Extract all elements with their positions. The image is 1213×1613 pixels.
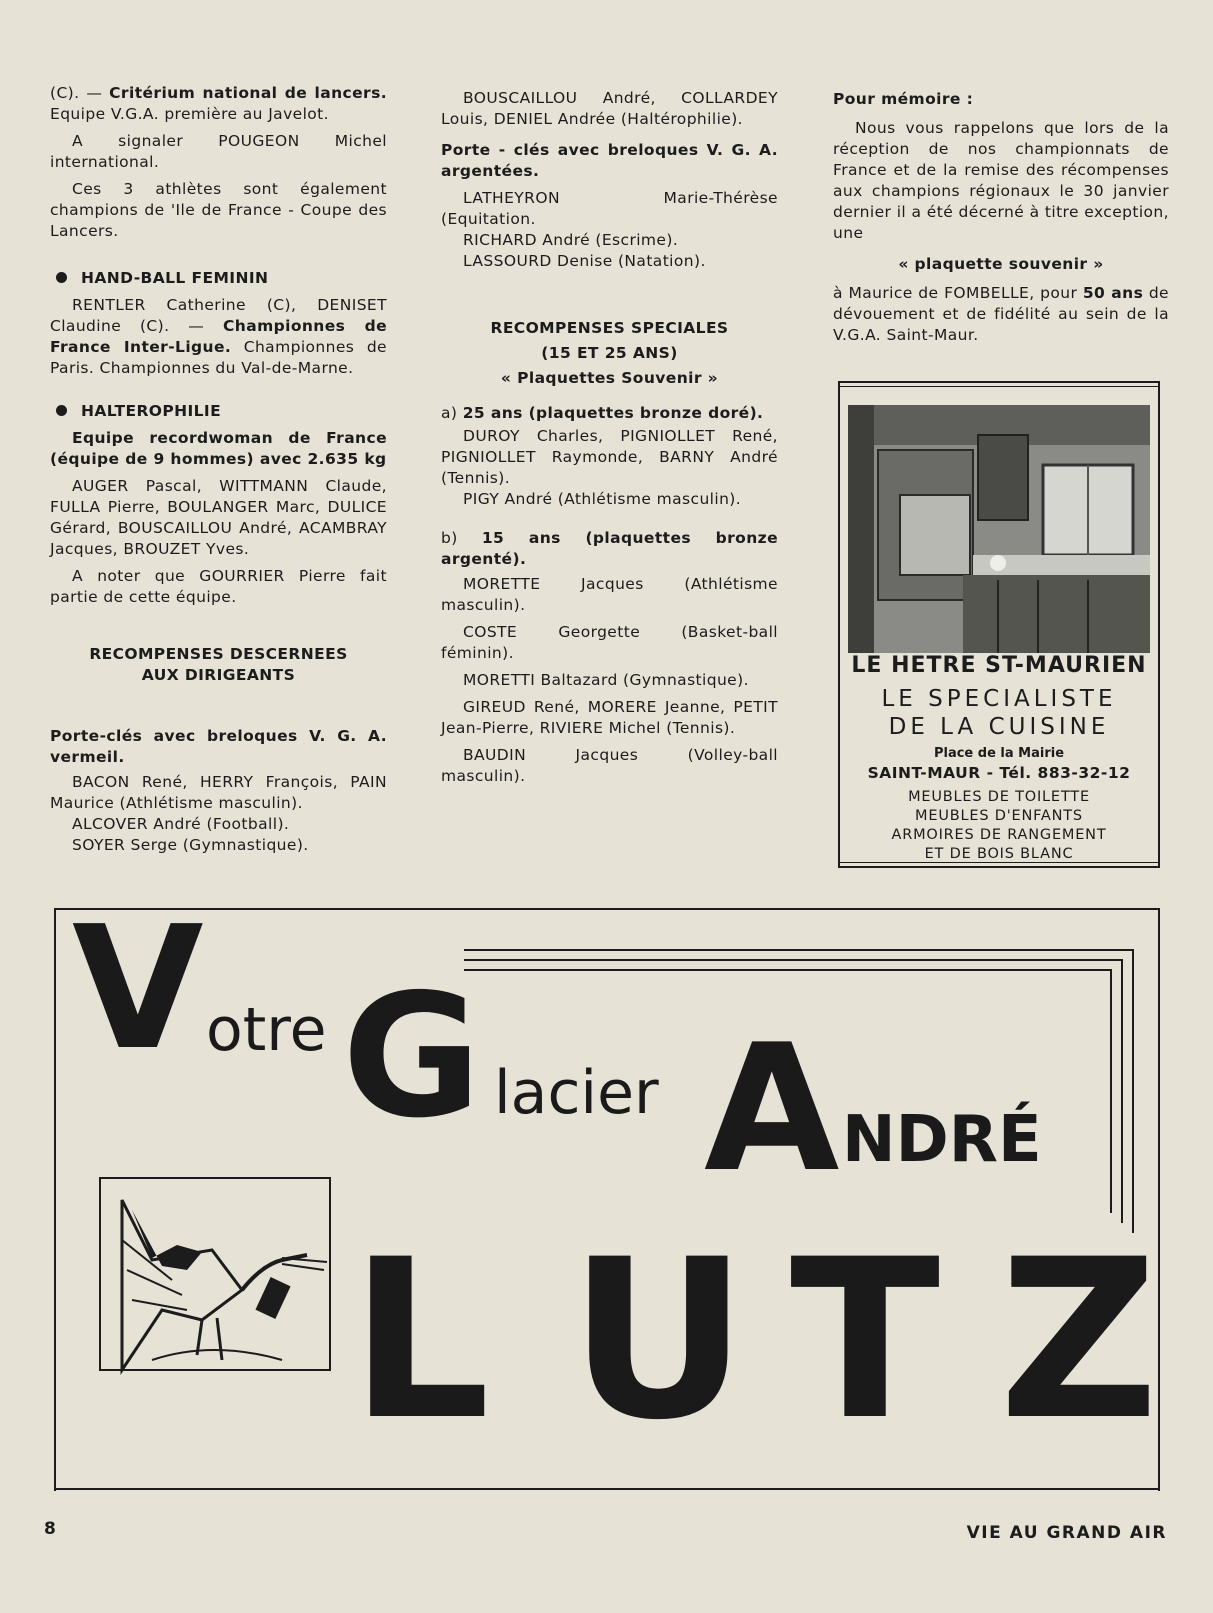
- ad-lacier: lacier: [494, 1058, 659, 1128]
- vermeil-heading: Porte-clés avec breloques V. G. A. vermeil.: [50, 727, 387, 766]
- lancers-paragraph: Ces 3 athlètes sont également champions de 'Ile de France - Coupe des Lancers.: [50, 180, 387, 240]
- column-1: [50, 83, 387, 856]
- ad-cuisine-line: DE LA CUISINE: [888, 714, 1110, 740]
- b-item-5: BAUDIN Jacques (Volley-ball masculin).: [441, 746, 778, 785]
- argent-heading: Porte - clés avec breloques V. G. A. argentées.: [441, 141, 778, 180]
- ad-meubles-4: ET DE BOIS BLANC: [924, 846, 1074, 862]
- handball-paragraph: RENTLER Catherine (C), DENISET Claudine (C). — Championnes de France Inter-Ligue. Championnes de Paris. Championnes du Val-de-Marne.: [50, 296, 387, 377]
- ad-hetre-st-maurien: [838, 381, 1160, 868]
- vermeil-item-2: ALCOVER André (Football).: [72, 815, 290, 833]
- column-2: [441, 88, 778, 793]
- ad-ndre: NDRÉ: [842, 1103, 1042, 1177]
- argent-item-3: LASSOURD Denise (Natation).: [463, 252, 706, 270]
- a-item-2: PIGY André (Athlétisme masculin).: [463, 490, 742, 508]
- ad-specialiste: LE SPECIALISTE: [881, 686, 1117, 712]
- bullet-icon: [56, 272, 67, 283]
- speciales-title-3: « Plaquettes Souvenir »: [500, 369, 719, 387]
- column-3: [833, 89, 1169, 352]
- page-number: 8: [44, 1519, 56, 1539]
- vermeil-item-1: BACON René, HERRY François, PAIN Maurice (Athlétisme masculin).: [50, 773, 387, 812]
- a-item-1: DUROY Charles, PIGNIOLLET René, PIGNIOLLET Raymonde, BARNY André (Tennis).: [441, 427, 778, 487]
- ad-phone: SAINT-MAUR - Tél. 883-32-12: [867, 764, 1131, 782]
- speciales-title-2: (15 ET 25 ANS): [541, 344, 678, 362]
- ad-lutz-t: T: [790, 1212, 941, 1468]
- ad-lutz-u: U: [569, 1212, 748, 1468]
- kitchen-photo: [848, 405, 1150, 653]
- handball-heading: HAND-BALL FEMININ: [50, 268, 387, 289]
- ad-g-letter: G: [342, 958, 482, 1156]
- b-item-3: MORETTI Baltazard (Gymnastique).: [463, 671, 749, 689]
- halterophilie-names: AUGER Pascal, WITTMANN Claude, FULLA Pierre, BOULANGER Marc, DULICE Gérard, BOUSCAILLOU André, ACAMBRAY Jacques, BROUZET Yves.: [50, 477, 387, 558]
- halterophilie-note: A noter que GOURRIER Pierre fait partie de cette équipe.: [50, 567, 387, 606]
- halterophilie-subheading: Equipe recordwoman de France (équipe de 9 hommes) avec 2.635 kg: [50, 429, 387, 468]
- b-heading: b) 15 ans (plaquettes bronze argenté).: [441, 529, 779, 568]
- memo-heading: Pour mémoire :: [833, 90, 974, 108]
- b-item-1: MORETTE Jacques (Athlétisme masculin).: [441, 575, 778, 614]
- plaquette-souvenir: « plaquette souvenir »: [898, 255, 1104, 273]
- ad-lutz-l: L: [350, 1212, 491, 1468]
- ad-a-letter: A: [704, 1008, 840, 1211]
- bullet-icon: [56, 405, 67, 416]
- dirigeants-title-1: RECOMPENSES DESCERNEES: [89, 645, 348, 663]
- ad-shop-name: LE HETRE ST-MAURIEN: [851, 653, 1147, 678]
- memo-paragraph: Nous vous rappelons que lors de la réception de nos championnats de France et de la remise des récompenses aux champions régionaux le 30 janvier dernier il a été décerné à titre exception, une: [833, 119, 1169, 242]
- argent-item-1: LATHEYRON Marie-Thérèse (Equitation.: [441, 189, 778, 228]
- fombelle-paragraph: à Maurice de FOMBELLE, pour 50 ans de dévouement et de fidélité au sein de la V.G.A. Saint-Maur.: [833, 284, 1169, 344]
- ad-meubles-3: ARMOIRES DE RANGEMENT: [891, 827, 1107, 843]
- dirigeants-title-2: AUX DIRIGEANTS: [141, 666, 296, 684]
- magazine-name: VIE AU GRAND AIR: [966, 1523, 1167, 1543]
- stork-icon: [92, 1170, 342, 1380]
- ad-meubles-1: MEUBLES DE TOILETTE: [908, 789, 1090, 805]
- ad-v-letter: V: [72, 890, 204, 1088]
- b-item-4: GIREUD René, MORERE Jeanne, PETIT Jean-Pierre, RIVIERE Michel (Tennis).: [441, 698, 778, 737]
- halterophilie-heading: HALTEROPHILIE: [50, 401, 387, 422]
- vermeil-item-3: SOYER Serge (Gymnastique).: [72, 836, 309, 854]
- ad-otre: otre: [206, 995, 327, 1065]
- criterium-paragraph: (C). — Critérium national de lancers. Equipe V.G.A. première au Javelot.: [50, 84, 388, 123]
- ad-meubles-2: MEUBLES D'ENFANTS: [915, 808, 1083, 824]
- speciales-title-1: RECOMPENSES SPECIALES: [490, 319, 729, 337]
- ad-glacier-andre-lutz: [54, 890, 1160, 1491]
- a-heading: a) 25 ans (plaquettes bronze doré).: [441, 404, 764, 422]
- ad-address: Place de la Mairie: [933, 746, 1065, 761]
- pougeon-paragraph: A signaler POUGEON Michel international.: [50, 132, 387, 171]
- argent-item-2: RICHARD André (Escrime).: [463, 231, 679, 249]
- bouscaillou-paragraph: BOUSCAILLOU André, COLLARDEY Louis, DENIEL Andrée (Haltérophilie).: [441, 89, 778, 128]
- ad-lutz-z: Z: [999, 1212, 1159, 1468]
- b-item-2: COSTE Georgette (Basket-ball féminin).: [441, 623, 778, 662]
